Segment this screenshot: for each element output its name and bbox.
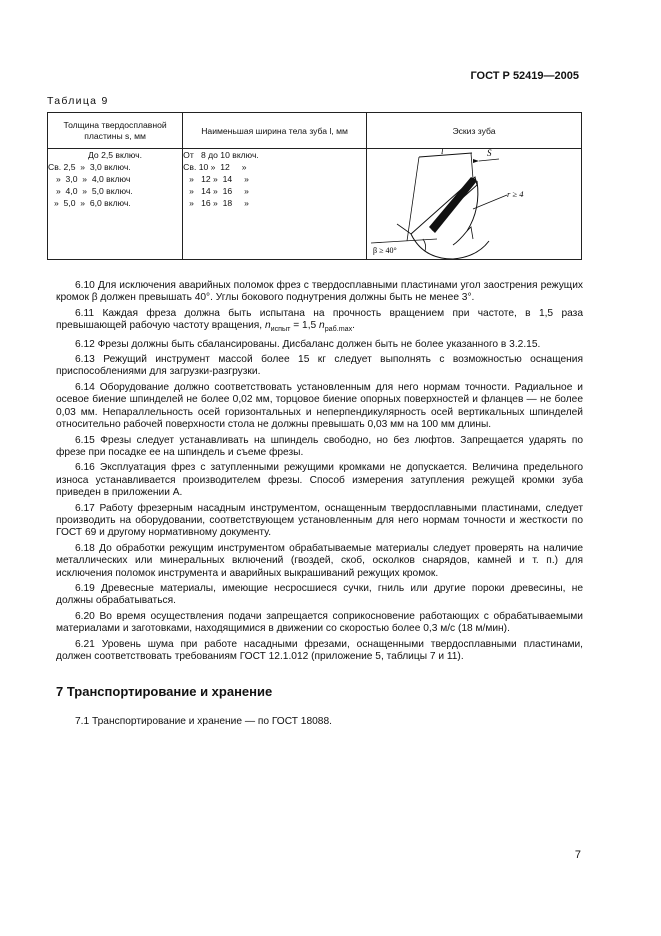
- table-header-thickness: Толщина твердосплавной пластины s, мм: [48, 113, 183, 149]
- table-row: Св. 2,5 » 3,0 включ.: [48, 162, 131, 172]
- paragraph-6-11: 6.11 Каждая фреза должна быть испытана на прочность вращением при частоте, в 1,5 раза превышающей рабочую частоту вращения, $n_{испыт} = 1,5$ $n_{раб.max}$.: [56, 307, 583, 334]
- table-row: » 14 » 16 »: [189, 186, 249, 196]
- table-row: » 12 » 14 »: [189, 174, 249, 184]
- paragraph-6-13: 6.13 Режущий инструмент массой более 15 кг следует выполнять с возможностью оснащения приспособлениями для загрузки-разгрузки.: [56, 354, 583, 378]
- paragraph-6-19: 6.19 Древесные материалы, имеющие несросшиеся сучки, гниль или другие пороки древесины, не должны обрабатываться.: [56, 582, 583, 607]
- paragraph-6-15: 6.15 Фрезы следует устанавливать на шпиндель свободно, но без люфтов. Запрещается ударять по фрезе при посадке ее на шпиндель и съеме фрезы.: [56, 434, 583, 458]
- page-number: 7: [574, 849, 581, 861]
- table-row: » 16 » 18 »: [189, 198, 249, 208]
- sketch-label-beta: β ≥ 40°: [373, 246, 397, 255]
- table-row: Св. 10 » 12 »: [183, 162, 247, 172]
- paragraph-6-12: 6.12 Фрезы должны быть сбалансированы. Дисбаланс должен быть не более указанного в 3.2.15.: [75, 338, 541, 350]
- sketch-label-s: S: [487, 149, 492, 158]
- table-row: » 3,0 » 4,0 включ: [56, 174, 131, 184]
- paragraph-6-17: 6.17 Работу фрезерным насадным инструментом, оснащенным твердосплавными пластинами, следует производить на оборудовании, соответствующем установленным для него нормам точности и жесткости по ГОСТ 69 и другому нормативному документу.: [56, 502, 583, 539]
- paragraph-7-1: 7.1 Транспортирование и хранение — по ГОСТ 18088.: [75, 716, 332, 727]
- paragraph-6-10: 6.10 Для исключения аварийных поломок фрез с твердосплавными пластинами угол заострения режущих кромок β должен превышать 40°. Углы бокового поднутрения должны быть не менее 3°.: [56, 280, 583, 304]
- table-row: » 4,0 » 5,0 включ.: [56, 186, 133, 196]
- table-row: » 5,0 » 6,0 включ.: [54, 198, 131, 208]
- paragraph-6-14: 6.14 Оборудование должно соответствовать установленным для него нормам точности. Радиальное и осевое биение шпинделей не более 0,02 мм, торцовое биение опорных поверхностей и фланцев — не более 0,03 мм. Непараллельность осей горизонтальных и неперпендикулярность осей вертикальных шпинделей относительно рабочей поверхности стола не должны превышать 0,03 мм на 100 мм длины.: [56, 381, 583, 431]
- section-7-title: 7 Транспортирование и хранение: [56, 684, 273, 699]
- table-header-sketch: Эскиз зуба: [367, 113, 582, 149]
- tooth-sketch: [367, 149, 581, 259]
- table-caption: Таблица 9: [47, 95, 109, 107]
- table-header-width: Наименьшая ширина тела зуба l, мм: [183, 113, 367, 149]
- table-row: До 2,5 включ.: [88, 150, 142, 160]
- paragraph-6-21: 6.21 Уровень шума при работе насадными фрезами, оснащенными твердосплавными пластинами, должен соответствовать требованиям ГОСТ 12.1.012 (приложение 5, таблицы 7 и 11).: [56, 638, 583, 662]
- document-header: ГОСТ Р 52419—2005: [470, 70, 579, 82]
- table-9: [47, 112, 582, 260]
- table-row: От 8 до 10 включ.: [183, 150, 259, 160]
- paragraph-6-16: 6.16 Эксплуатация фрез с затупленными режущими кромками не допускается. Величина предельного износа устанавливается производителем фрезы. Способ измерения затупления режущей кромки зуба приведен в приложении А.: [56, 462, 583, 499]
- sketch-label-radius: r ≥ 4: [507, 189, 524, 199]
- main-text: [56, 280, 583, 666]
- sketch-label-l: l: [441, 149, 444, 156]
- paragraph-6-20: 6.20 Во время осуществления подачи запрещается соприкосновение работающих с обрабатываемыми материалами и заготовками, находящимися в движении со скоростью более 0,3 м/с (18 м/мин).: [56, 610, 583, 635]
- table-cell-thickness: [48, 149, 183, 260]
- table-cell-sketch: [367, 149, 582, 260]
- paragraph-6-18: 6.18 До обработки режущим инструментом обрабатываемые материалы следует проверять на наличие металлических или минеральных включений (гвоздей, скоб, осколков снарядов, камней и т. п.) для исключения поломок инструмента и аварийных выкрашиваний режущих кромок.: [56, 542, 583, 579]
- table-cell-width: [183, 149, 367, 260]
